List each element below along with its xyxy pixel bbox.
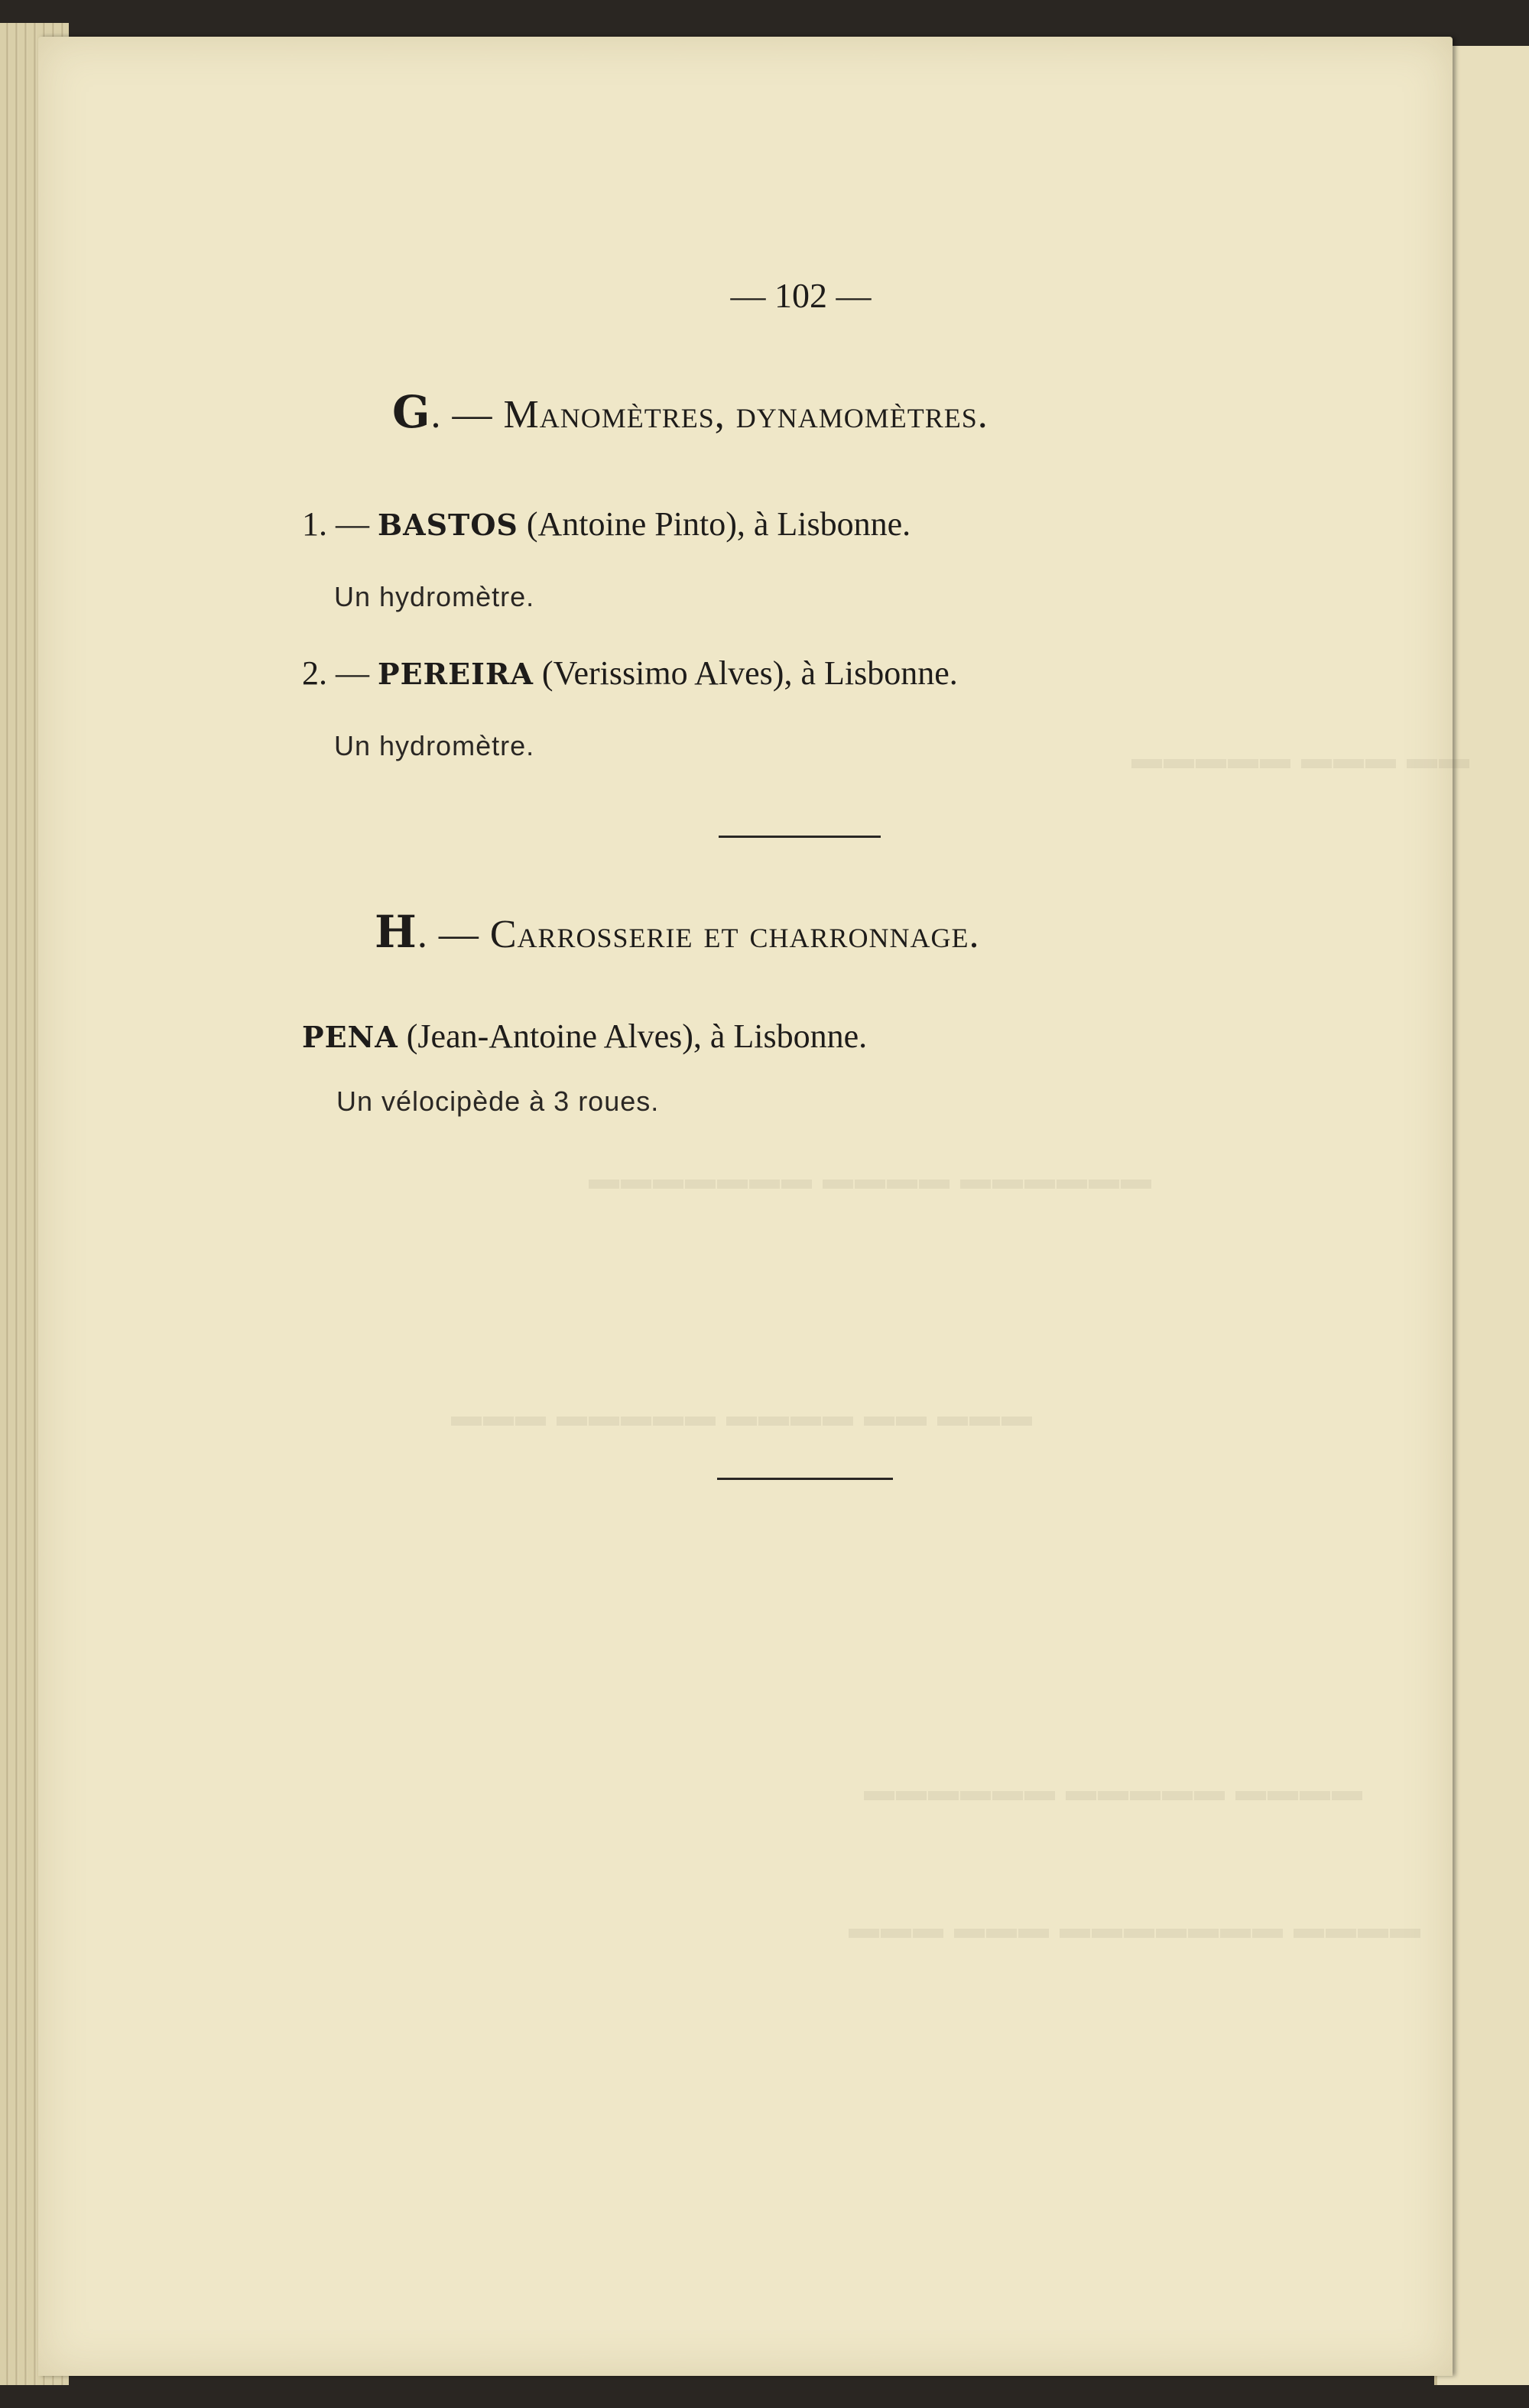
item-description: Un hydromètre. (334, 581, 535, 612)
section-separator: . — (417, 913, 490, 956)
exhibitor-name: BASTOS (378, 508, 518, 542)
exhibitor-name: PENA (302, 1020, 398, 1054)
show-through-texture: ▬▬▬▬▬▬▬ ▬▬▬▬ ▬▬▬▬▬▬ (589, 1161, 1153, 1196)
entry-dash: — (327, 505, 378, 543)
show-through-texture: ▬▬▬▬▬▬ ▬▬▬▬▬ ▬▬▬▬ (864, 1773, 1364, 1807)
section-title: Manomètres, dynamomètres. (503, 393, 988, 436)
section-letter: H (375, 906, 417, 958)
item-description: Un vélocipède à 3 roues. (336, 1086, 660, 1117)
exhibitor-name: PEREIRA (378, 657, 534, 691)
exhibitor-entry (302, 654, 958, 693)
exhibitor-details: (Verissimo Alves), à Lisbonne. (533, 654, 958, 692)
entry-number: 2. (302, 654, 327, 692)
section-divider (719, 836, 881, 838)
end-divider (717, 1478, 893, 1480)
section-letter: G (392, 386, 431, 438)
exhibitor-details: (Antoine Pinto), à Lisbonne. (518, 505, 911, 543)
show-through-texture: ▬▬▬▬▬ ▬▬▬ ▬▬ (1131, 741, 1471, 775)
entry-number: 1. (302, 505, 327, 543)
show-through-texture: ▬▬▬ ▬▬▬ ▬▬▬▬▬▬▬ ▬▬▬▬ (849, 1910, 1422, 1945)
show-through-texture: ▬▬▬ ▬▬▬▬▬ ▬▬▬▬ ▬▬ ▬▬▬ (451, 1398, 1034, 1433)
exhibitor-entry (302, 1017, 867, 1056)
section-heading-h (375, 906, 980, 958)
section-title: Carrosserie et charronnage. (489, 913, 980, 956)
exhibitor-entry (302, 505, 911, 544)
page-number: — 102 — (730, 276, 872, 315)
section-separator: . — (430, 393, 504, 436)
exhibitor-details: (Jean-Antoine Alves), à Lisbonne. (398, 1017, 868, 1055)
item-description: Un hydromètre. (334, 730, 535, 761)
section-heading-g (392, 386, 988, 438)
entry-dash: — (327, 654, 378, 692)
